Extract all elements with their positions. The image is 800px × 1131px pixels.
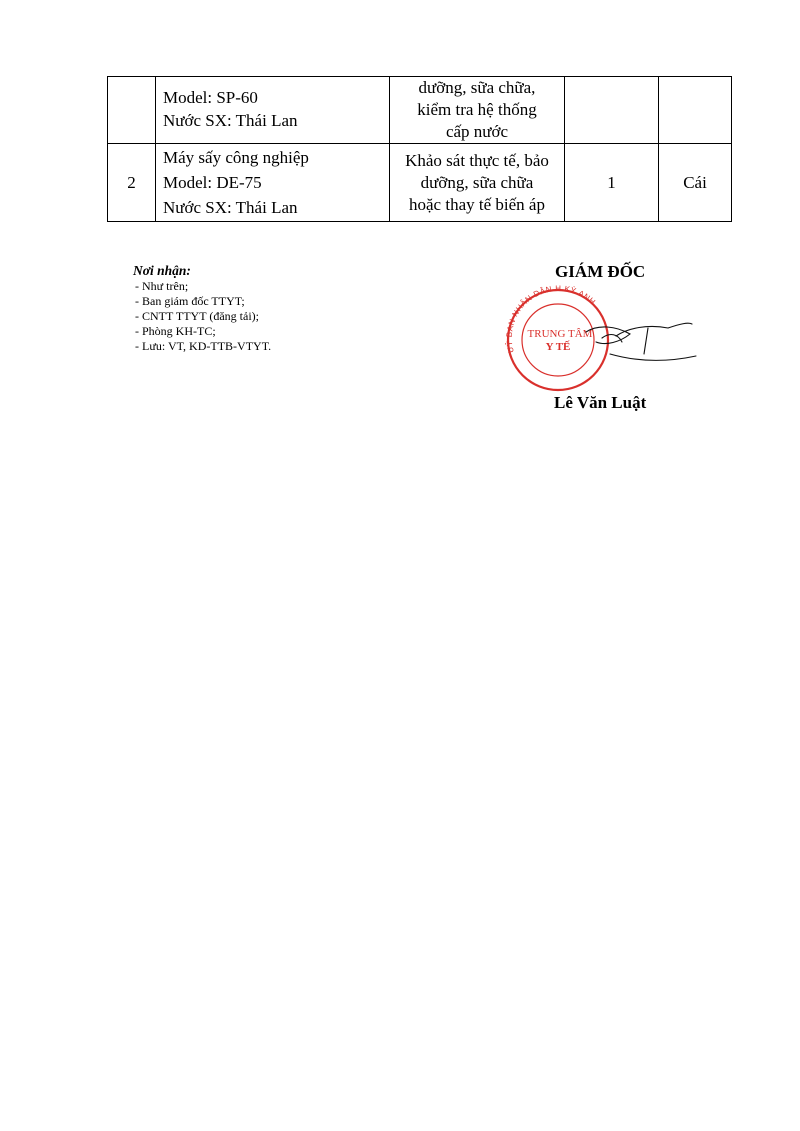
- recipients-block: [133, 263, 271, 354]
- equipment-cell: [156, 144, 390, 222]
- task-line: dưỡng, sữa chữa: [420, 172, 534, 192]
- handwritten-signature: [586, 323, 696, 360]
- task-line: Khảo sát thực tế, bảo: [405, 150, 549, 170]
- official-seal: [498, 284, 708, 394]
- equipment-cell: [156, 77, 390, 144]
- quantity-cell: [565, 77, 659, 144]
- equipment-line: Model: DE-75: [163, 173, 262, 192]
- equipment-line: Nước SX: Thái Lan: [163, 110, 298, 130]
- task-line: dưỡng, sữa chữa,: [418, 78, 536, 97]
- table-row: [108, 144, 732, 222]
- quantity-cell: 1: [565, 144, 659, 222]
- equipment-line: Model: SP-60: [163, 87, 258, 107]
- signer-name: Lê Văn Luật: [554, 393, 647, 412]
- task-line: hoặc thay tế biến áp: [409, 194, 545, 214]
- unit-cell: Cái: [659, 144, 732, 222]
- recipient-item: - Như trên;: [135, 279, 189, 293]
- recipients-title: Nơi nhận:: [133, 263, 191, 278]
- equipment-table: [107, 76, 732, 222]
- table-row: [108, 77, 732, 144]
- seal-center-line: TRUNG TÂM: [527, 328, 593, 340]
- recipient-item: - CNTT TTYT (đăng tải);: [135, 309, 259, 323]
- seal-ring-text: UỶ BAN NHÂN DÂN H.KỲ ANH: [504, 284, 598, 354]
- row-number-cell: 2: [108, 144, 156, 222]
- seal-center-line: Y TẾ: [545, 341, 571, 353]
- equipment-line: Máy sấy công nghiệp: [163, 148, 309, 167]
- task-line: cấp nước: [445, 122, 509, 141]
- recipient-item: - Phòng KH-TC;: [135, 324, 216, 338]
- task-cell: [390, 144, 565, 222]
- task-line: kiểm tra hệ thống: [417, 100, 537, 119]
- recipient-item: - Ban giám đốc TTYT;: [135, 294, 245, 308]
- equipment-line: Nước SX: Thái Lan: [163, 198, 298, 217]
- unit-cell: [659, 77, 732, 144]
- signer-title: GIÁM ĐỐC: [555, 262, 646, 281]
- task-cell: [390, 77, 565, 144]
- seal-inner-ring: [522, 304, 594, 376]
- recipient-item: - Lưu: VT, KD-TTB-VTYT.: [135, 339, 272, 353]
- row-number-cell: [108, 77, 156, 144]
